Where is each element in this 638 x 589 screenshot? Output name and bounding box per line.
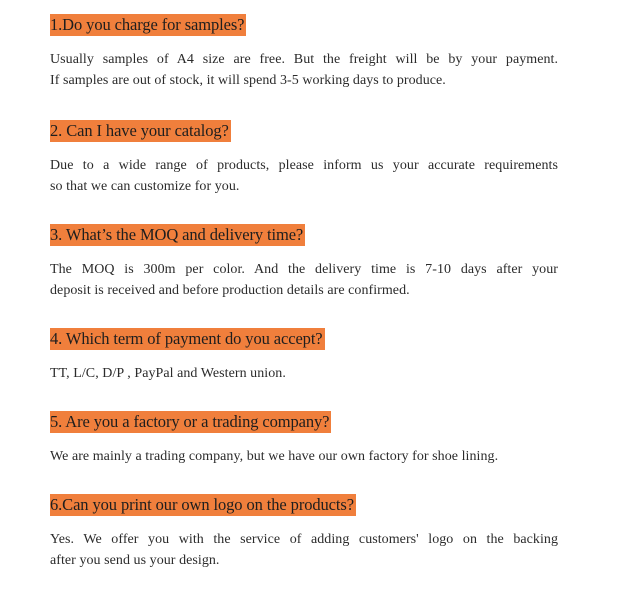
faq-question: 6.Can you print our own logo on the products? — [50, 495, 354, 514]
faq-answer — [50, 529, 558, 571]
faq-answer — [50, 49, 558, 91]
faq-answer — [50, 259, 558, 301]
faq-answer — [50, 446, 570, 467]
faq-answer-line: so that we can customize for you. — [50, 179, 240, 194]
faq-item-payment — [50, 328, 558, 384]
faq-answer-line: Due to a wide range of products, please inform us your accurate requirements — [50, 158, 558, 173]
faq-answer — [50, 155, 558, 197]
faq-answer-line: TT, L/C, D/P , PayPal and Western union. — [50, 366, 286, 381]
faq-item-logo — [50, 494, 558, 571]
faq-answer — [50, 363, 558, 384]
faq-item-factory — [50, 411, 570, 467]
faq-answer-line: If samples are out of stock, it will spend 3-5 working days to produce. — [50, 73, 446, 88]
faq-question: 5. Are you a factory or a trading company? — [50, 412, 330, 431]
faq-answer-line: Usually samples of A4 size are free. But the freight will be by your payment. — [50, 52, 558, 67]
faq-question: 1.Do you charge for samples? — [50, 15, 245, 34]
faq-answer-line: We are mainly a trading company, but we have our own factory for shoe lining. — [50, 449, 499, 464]
faq-answer-line: Yes. We offer you with the service of adding customers' logo on the backing — [50, 532, 558, 547]
faq-question: 2. Can I have your catalog? — [50, 121, 229, 140]
faq-answer-line: deposit is received and before production details are confirmed. — [50, 283, 410, 298]
faq-answer-line: after you send us your design. — [50, 553, 220, 568]
faq-answer-line: The MOQ is 300m per color. And the delivery time is 7-10 days after your — [50, 262, 558, 277]
faq-item-samples — [50, 14, 558, 91]
faq-item-catalog — [50, 120, 558, 197]
faq-question: 4. Which term of payment do you accept? — [50, 329, 323, 348]
faq-item-moq — [50, 224, 558, 301]
faq-question: 3. What’s the MOQ and delivery time? — [50, 225, 304, 244]
